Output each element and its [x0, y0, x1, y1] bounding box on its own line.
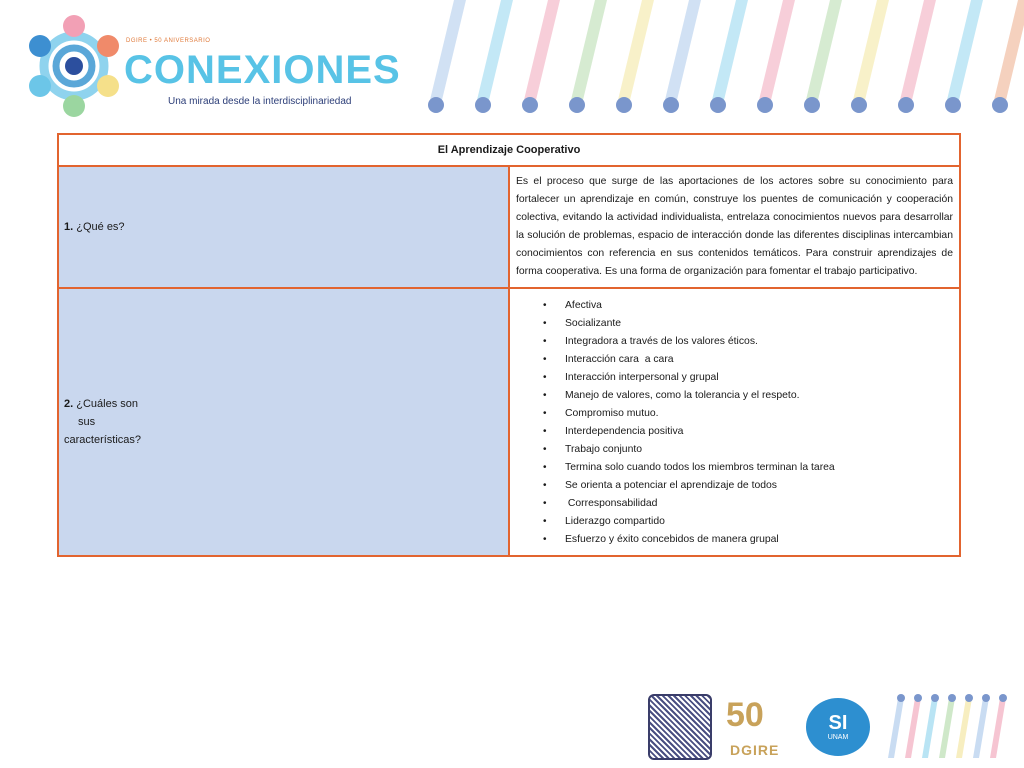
list-item: [543, 351, 953, 369]
footer-stripe: [939, 698, 955, 758]
list-item-text: Interdependencia positiva: [565, 426, 684, 437]
network-logo-icon: [28, 12, 120, 120]
bullet-icon: •: [543, 534, 547, 545]
list-item-text: Interacción interpersonal y grupal: [565, 372, 719, 383]
list-item: [543, 405, 953, 423]
banner-stripe: [665, 0, 701, 100]
banner-dot: [757, 97, 773, 113]
decorative-stripe-banner: [416, 0, 1024, 120]
bullet-icon: •: [543, 336, 547, 347]
banner-dot: [710, 97, 726, 113]
banner-dot: [898, 97, 914, 113]
list-item: [543, 369, 953, 387]
banner-dot: [428, 97, 444, 113]
banner-stripe: [759, 0, 795, 100]
question-1-text: ¿Qué es?: [76, 221, 125, 233]
bullet-icon: •: [543, 300, 547, 311]
list-item-text: Termina solo cuando todos los miembros terminan la tarea: [565, 462, 835, 473]
definition-text: Es el proceso que surge de las aportaciones de los actores sobre su conocimiento para fortalecer un aprendizaje en común, construye los puentes de comunicación y cooperación colectiva, evitando la actividad individualista, entrelaza conocimientos nuevos para desarrollar la solución de problemas, espacio de interacción donde las diferentes disciplinas intercambian conocimientos con referencia en sus contenidos temáticos. Para construir aprendizajes de forma cooperativa. Es una forma de organización para fomentar el trabajo participativo.: [509, 166, 960, 288]
footer-dot: [965, 694, 973, 702]
footer-stripe: [956, 698, 972, 758]
list-item-text: Se orienta a potenciar el aprendizaje de todos: [565, 480, 777, 491]
list-item: [543, 333, 953, 351]
si-unam-logo: [806, 698, 870, 756]
list-item: [543, 513, 953, 531]
banner-stripe: [712, 0, 748, 100]
footer-dot: [931, 694, 939, 702]
footer-dot: [897, 694, 905, 702]
bullet-icon: •: [543, 480, 547, 491]
cooperative-learning-table: [57, 133, 961, 557]
characteristics-cell: [509, 288, 960, 556]
banner-dot: [475, 97, 491, 113]
banner-dot: [569, 97, 585, 113]
question-2-line3: características?: [64, 434, 142, 446]
unam-seal-logo: [648, 694, 712, 760]
banner-dot: [804, 97, 820, 113]
bullet-icon: •: [543, 462, 547, 473]
list-item: [543, 423, 953, 441]
banner-stripe: [806, 0, 842, 100]
footer-stripe: [973, 698, 989, 758]
dgire-label: DGIRE: [730, 742, 780, 758]
banner-stripe: [618, 0, 654, 100]
logo-tagline-small: DGIRE • 50 ANIVERSARIO: [126, 38, 211, 44]
banner-stripe: [900, 0, 936, 100]
characteristics-list: [510, 297, 953, 549]
list-item-text: Esfuerzo y éxito concebidos de manera grupal: [565, 534, 779, 545]
question-1-label: [58, 166, 509, 288]
banner-stripe: [477, 0, 513, 100]
banner-stripe: [524, 0, 560, 100]
banner-stripe: [853, 0, 889, 100]
list-item: [543, 495, 953, 513]
banner-stripe: [571, 0, 607, 100]
table-title: El Aprendizaje Cooperativo: [58, 134, 960, 166]
list-item: [543, 441, 953, 459]
banner-stripe: [994, 0, 1024, 100]
list-item: [543, 297, 953, 315]
banner-dot: [522, 97, 538, 113]
list-item: [543, 387, 953, 405]
bullet-icon: •: [543, 444, 547, 455]
footer-decorative-stripes: [884, 692, 1014, 762]
banner-stripe: [430, 0, 466, 100]
footer-dot: [948, 694, 956, 702]
banner-stripe: [947, 0, 983, 100]
question-2-label: [58, 288, 509, 556]
list-item-text: Integradora a través de los valores éticos.: [565, 336, 758, 347]
bullet-icon: •: [543, 498, 547, 509]
footer-logos: [640, 686, 1024, 768]
footer-stripe: [905, 698, 921, 758]
footer-stripe: [888, 698, 904, 758]
question-2-line1: ¿Cuáles son: [76, 398, 139, 410]
dgire-50-logo: [720, 692, 792, 764]
footer-stripe: [922, 698, 938, 758]
list-item: [543, 459, 953, 477]
question-2-number: 2.: [64, 398, 74, 410]
banner-dot: [851, 97, 867, 113]
bullet-icon: •: [543, 318, 547, 329]
footer-stripe: [990, 698, 1006, 758]
list-item: [543, 531, 953, 549]
dgire-number: 50: [726, 696, 764, 734]
list-item: [543, 477, 953, 495]
banner-dot: [663, 97, 679, 113]
logo-title: CONEXIONES: [124, 48, 401, 92]
list-item-text: Compromiso mutuo.: [565, 408, 659, 419]
bullet-icon: •: [543, 426, 547, 437]
si-label: SI: [828, 712, 848, 734]
list-item-text: Trabajo conjunto: [565, 444, 643, 455]
list-item: [543, 315, 953, 333]
list-item-text: Corresponsabilidad: [565, 498, 658, 509]
question-2-line2: sus: [78, 416, 96, 428]
bullet-icon: •: [543, 516, 547, 527]
conexiones-logo: [28, 12, 408, 122]
list-item-text: Socializante: [565, 318, 622, 329]
bullet-icon: •: [543, 372, 547, 383]
logo-subtitle: Una mirada desde la interdisciplinariedad: [168, 96, 352, 107]
footer-dot: [914, 694, 922, 702]
bullet-icon: •: [543, 408, 547, 419]
si-sub-label: UNAM: [827, 734, 849, 741]
banner-dot: [945, 97, 961, 113]
footer-dot: [982, 694, 990, 702]
banner-dot: [992, 97, 1008, 113]
list-item-text: Afectiva: [565, 300, 602, 311]
list-item-text: Interacción cara a cara: [565, 354, 674, 365]
list-item-text: Manejo de valores, como la tolerancia y el respeto.: [565, 390, 800, 401]
question-1-number: 1.: [64, 221, 74, 233]
footer-dot: [999, 694, 1007, 702]
bullet-icon: •: [543, 390, 547, 401]
list-item-text: Liderazgo compartido: [565, 516, 665, 527]
bullet-icon: •: [543, 354, 547, 365]
banner-dot: [616, 97, 632, 113]
